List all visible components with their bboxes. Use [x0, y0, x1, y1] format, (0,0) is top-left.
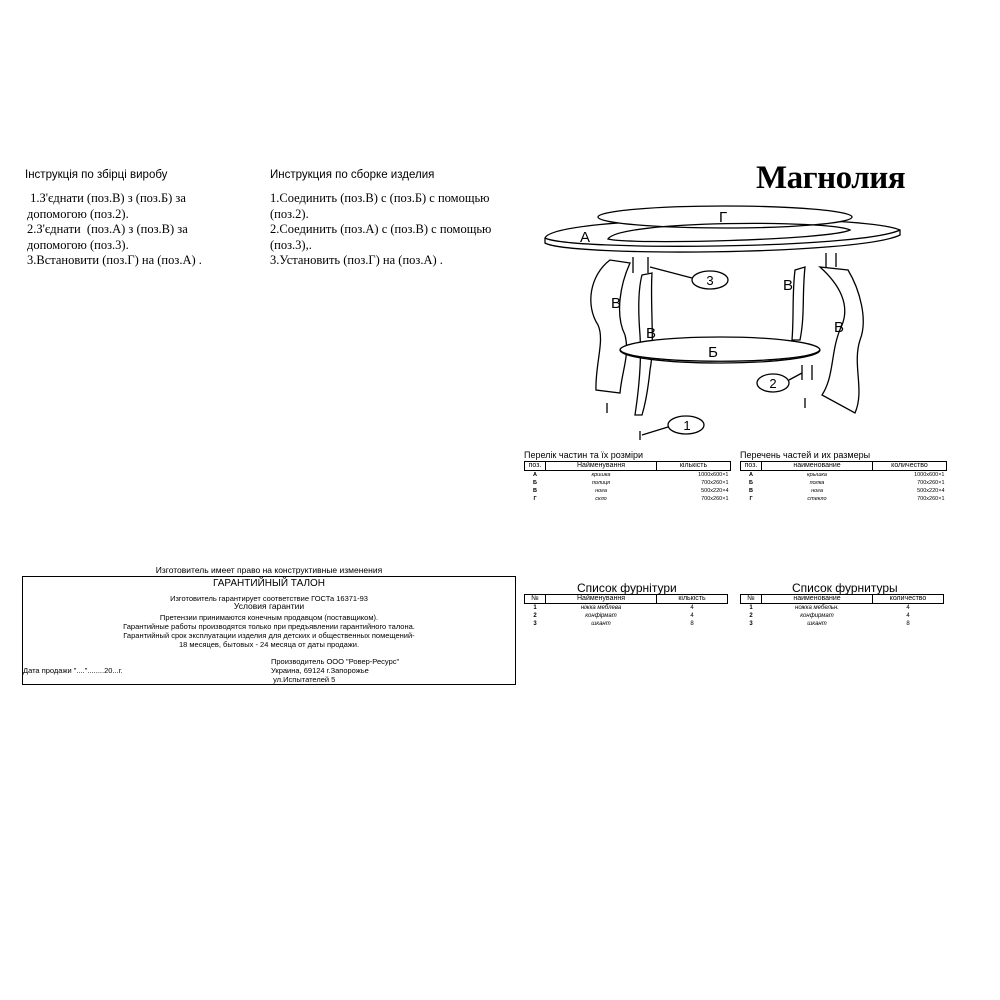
- table-header-row: [525, 595, 728, 604]
- hardware-ru-title: Список фурнитуры: [792, 581, 898, 595]
- column-header: наименование: [762, 595, 873, 604]
- instruction-line: допомогою (поз.2).: [27, 206, 129, 221]
- warranty-card: [22, 576, 516, 685]
- table-row: Г скло 700x260×1: [533, 496, 729, 502]
- table-header-row: [741, 595, 944, 604]
- instructions-ru-heading: Инструкция по сборке изделия: [270, 169, 435, 181]
- table-row: А крышка 1000x600×1: [749, 472, 945, 478]
- manufacturer-line: ул.Испытателей 5: [271, 675, 336, 684]
- column-header: №: [525, 595, 546, 604]
- table-row: Г стекло 700x260×1: [749, 496, 945, 502]
- table-row: 3 шкант 8: [749, 621, 910, 627]
- warranty-gost: Изготовитель гарантирует соответствие ГОСТа 16371-93: [170, 594, 368, 603]
- callout-2-label: 2: [769, 376, 777, 391]
- parts-ru-table: [740, 461, 947, 503]
- parts-ua-caption: Перелік частин та їх розміри: [524, 450, 643, 460]
- manufacturer-line: Производитель ООО "Ровер-Ресурс": [271, 657, 400, 666]
- column-header: поз.: [741, 462, 762, 471]
- column-header: поз.: [525, 462, 546, 471]
- leg-center-right: [792, 267, 805, 340]
- table-row: А кришка 1000x600×1: [533, 472, 729, 478]
- instructions-ua-list: [27, 191, 202, 269]
- table-row: В нога 500x220×4: [533, 488, 729, 494]
- instruction-line: 2.Соединить (поз.А) с (поз.В) с помощью: [270, 222, 492, 236]
- label-shelf: Б: [708, 344, 718, 361]
- parts-ru-caption: Перечень частей и их размеры: [740, 450, 871, 460]
- warranty-note: Изготовитель имеет право на конструктивные изменения: [155, 565, 383, 575]
- table-row: 1 ножка мебельн. 4: [749, 605, 910, 611]
- table-row: 1 ніжка меблева 4: [533, 605, 694, 611]
- instruction-line: допомогою (поз.3).: [27, 237, 129, 252]
- column-header: количество: [873, 462, 947, 471]
- hardware-ru-table: [740, 594, 944, 628]
- instruction-line: (поз.3),.: [270, 237, 312, 252]
- column-header: количество: [873, 595, 944, 604]
- column-header: кількість: [657, 462, 731, 471]
- callout-1-label: 1: [683, 418, 691, 433]
- instruction-line: 3.Установить (поз.Г) на (поз.А) .: [270, 253, 443, 267]
- table-header-row: [525, 462, 731, 471]
- instructions-ua-heading: Інструкція по збірці виробу: [25, 169, 168, 181]
- product-title: Магнолия: [756, 160, 906, 196]
- leg-left: [591, 260, 630, 393]
- label-leg-right: В: [833, 319, 845, 336]
- instruction-line: 2.З'єднати (поз.А) з (поз.В) за: [27, 222, 188, 236]
- leg-right: [820, 267, 863, 413]
- label-top: А: [579, 229, 591, 246]
- table-row: Б полка 700x260×1: [749, 480, 945, 486]
- warranty-condition: Претензии принимаются конечным продавцом (поставщиком).: [159, 613, 379, 622]
- sale-date: Дата продажи "...."........20...г.: [23, 666, 123, 675]
- warranty-condition: Гарантийный срок эксплуатации изделия для детских и общественных помещений-: [123, 631, 415, 640]
- instruction-line: 3.Встановити (поз.Г) на (поз.А) .: [27, 253, 202, 267]
- warranty-title: ГАРАНТИЙНЫЙ ТАЛОН: [212, 578, 326, 589]
- table-row: 2 конфірмат 4: [533, 613, 694, 619]
- manufacturer-line: Украина, 69124 г.Запорожье: [271, 666, 369, 675]
- column-header: Найменування: [546, 595, 657, 604]
- label-leg-center-right: В: [782, 277, 794, 294]
- column-header: Найменування: [546, 462, 657, 471]
- warranty-condition: 18 месяцев, бытовых - 24 месяца от даты продажи.: [178, 640, 360, 649]
- instruction-line: (поз.2).: [270, 206, 309, 221]
- assembly-diagram: [530, 195, 920, 445]
- column-header: №: [741, 595, 762, 604]
- column-header: кількість: [657, 595, 728, 604]
- instructions-ru-list: [270, 191, 491, 269]
- warranty-condition: Гарантийные работы производятся только при предъявлении гарантийного талона.: [123, 622, 415, 631]
- hardware-ua-table: [524, 594, 728, 628]
- table-row: Б полиця 700x260×1: [533, 480, 729, 486]
- column-header: наименование: [762, 462, 873, 471]
- label-glass: Г: [718, 209, 728, 226]
- table-row: В нога 500x220×4: [749, 488, 945, 494]
- table-row: 3 шкант 8: [533, 621, 694, 627]
- instruction-line: 1.З'єднати (поз.В) з (поз.Б) за: [27, 191, 186, 205]
- parts-ua-table: [524, 461, 731, 503]
- callout-3-label: 3: [706, 273, 714, 288]
- label-leg-left: В: [610, 295, 622, 312]
- table-row: 2 конфирмат 4: [749, 613, 910, 619]
- table-header-row: [741, 462, 947, 471]
- hardware-ua-title: Список фурнітури: [577, 581, 677, 595]
- instruction-line: 1.Соединить (поз.В) с (поз.Б) с помощью: [270, 191, 490, 205]
- label-leg-center-left: В: [645, 325, 657, 342]
- warranty-conditions-title: Условия гарантии: [233, 601, 305, 611]
